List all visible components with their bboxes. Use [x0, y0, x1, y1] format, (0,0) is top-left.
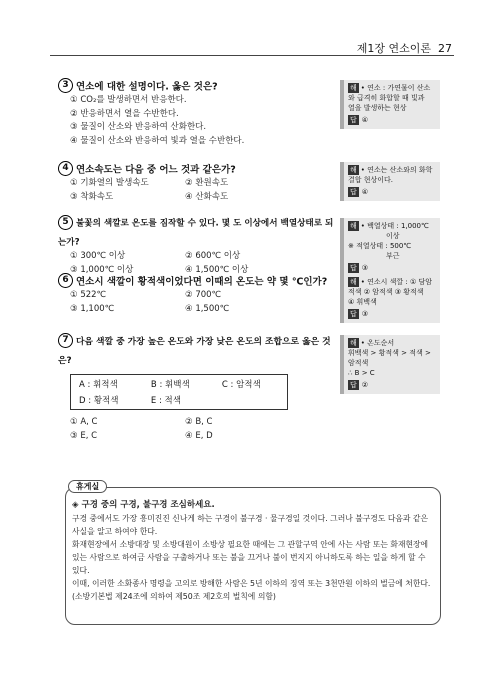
options-grid [70, 177, 328, 204]
answer-marker: 답 [350, 381, 357, 389]
explanation-marker: 해 [350, 339, 357, 347]
page-number: 27 [438, 42, 452, 55]
explanation-line: ④ 휘백색 [348, 298, 377, 306]
answer-marker: 답 [350, 188, 357, 196]
question-5 [58, 212, 338, 277]
answer-value: ② [361, 381, 369, 389]
options-grid [70, 416, 338, 443]
option: ③ E, C [70, 430, 98, 441]
rest-paragraph: 구경 중에서도 가장 흥미진진 신나게 하는 구경이 불구경 · 물구경일 것이다. 그러나 불구경도 다음과 같은 사실을 알고 하여야 한다. [72, 514, 428, 536]
question-text: 연소시 색깔이 황적색이었다면 이때의 온도는 약 몇 ℃인가? [76, 276, 328, 288]
option: ① A, C [70, 417, 98, 427]
answer-marker: 답 [350, 116, 357, 124]
chapter-title: 제1장 연소이론 [356, 42, 431, 55]
answer-value: ④ [361, 188, 369, 196]
answer-value: ④ [361, 116, 369, 124]
explanation-line: 열을 발생하는 현상 [348, 104, 407, 112]
answer-value: ③ [361, 264, 369, 272]
explanation-line: 부근 [386, 252, 400, 260]
rest-paragraph: 화재현장에서 소방대장 및 소방대원이 소방상 필요한 때에는 그 관할구역 안에 사는 사람 또는 화재현장에 있는 사람으로 하여금 사람을 구출하거나 또는 불을 끄거나 불이 번지지 아니하도록 하는 일을 하게 할 수 있다. [72, 540, 429, 575]
explanation-box-3 [340, 80, 440, 129]
option: ② B, C [185, 417, 213, 427]
answer [348, 263, 436, 273]
explanation-line: • 백열상태 : 1,000℃ [360, 222, 429, 230]
explanation-line: ※ 적열상태 : 500℃ [348, 242, 412, 250]
table-cell [216, 393, 285, 407]
option: ④ 산화속도 [185, 191, 229, 202]
explanation-box-5 [340, 218, 440, 277]
question-6 [58, 270, 338, 316]
question-text: 연소속도는 다음 중 어느 것과 같은가? [76, 164, 236, 176]
table-cell: C : 암적색 [221, 380, 261, 390]
option: ③ 착화속도 [70, 191, 114, 202]
option: ④ E, D [185, 430, 213, 441]
question-number: 4 [58, 161, 73, 176]
table-cell: B : 휘백색 [150, 380, 190, 390]
answer-marker: 답 [350, 264, 357, 272]
explanation-line: • 연소 : 가연물이 산소 [360, 84, 431, 92]
option: ③ 1,100℃ [70, 303, 115, 314]
explanation-marker: 해 [350, 222, 357, 230]
table-cell: D : 황적색 [79, 396, 119, 406]
option: ③ 물질이 산소와 반응하여 산화한다. [70, 122, 207, 132]
explanation-line: ∴ B > C [348, 369, 375, 377]
explanation-marker: 해 [350, 84, 357, 92]
answer-value: ③ [361, 310, 369, 318]
question-number: 5 [58, 215, 73, 230]
rest-box-body [72, 499, 434, 603]
question-text: 다음 색깔 중 가장 높은 온도와 가장 낮은 온도의 조합으로 옳은 것은? [58, 337, 331, 366]
question-text: 연소에 대한 설명이다. 옳은 것은? [76, 81, 218, 93]
option: ④ 1,500℃ [185, 303, 230, 314]
header-rule [50, 55, 454, 56]
question-4 [58, 158, 328, 204]
option: ① 522℃ [70, 290, 107, 300]
explanation-box-7 [340, 335, 440, 394]
explanation-line: 적색 ② 암적색 ③ 황적색 [348, 288, 424, 296]
option: ③ 1,000℃ 이상 [70, 264, 134, 275]
rest-box-tab: 휴게실 [68, 480, 107, 493]
explanation-box-4 [340, 162, 440, 201]
explanation-marker: 해 [350, 166, 357, 174]
explanation-line: • 연소는 산소와의 화학 [360, 166, 433, 174]
answer-marker: 답 [350, 310, 357, 318]
rest-paragraph: 이때, 이러한 소화종사 명령을 고의로 방해한 사람은 5년 이하의 징역 또는 3천만원 이하의 벌금에 처한다.(소방기본법 제24조에 의하여 제50조 제2호의 벌칙에 의함) [72, 579, 431, 601]
answer [348, 380, 436, 390]
option: ② 600℃ 이상 [185, 251, 241, 261]
option: ④ 물질이 산소와 반응하여 빛과 열을 수반한다. [70, 135, 245, 146]
answer [348, 115, 436, 125]
explanation-line: 휘백색 > 황적색 > 적색 > [348, 349, 431, 357]
color-table [70, 374, 288, 410]
answer [348, 309, 436, 319]
explanation-line: 와 급격히 화합할 때 빛과 [348, 94, 425, 102]
header-text [357, 40, 452, 56]
question-text: 불꽃의 색깔로 온도를 짐작할 수 있다. 몇 도 이상에서 백열상태로 되는가? [58, 218, 334, 248]
table-cell: E : 적색 [150, 396, 181, 406]
explanation-box-6 [340, 274, 440, 323]
question-number: 7 [58, 333, 73, 348]
answer [348, 187, 436, 197]
option: ② 반응하면서 열을 수반한다. [70, 108, 179, 119]
explanation-line: 암적색 [348, 359, 369, 367]
option: ② 환원속도 [185, 178, 229, 188]
option: ① 기화열의 발생속도 [70, 178, 149, 188]
explanation-marker: 해 [350, 278, 357, 286]
page-header [0, 0, 500, 72]
explanation-line: 이상 [386, 232, 400, 240]
option: ① 300℃ 이상 [70, 251, 126, 261]
explanation-line: • 연소시 색깔 : ① 담암 [360, 278, 432, 286]
question-3 [58, 75, 328, 148]
option: ④ 1,500℃ 이상 [185, 264, 249, 275]
option: ① CO₂를 발생하면서 반응한다. [70, 95, 187, 105]
option: ② 700℃ [185, 290, 222, 300]
question-number: 3 [58, 78, 73, 93]
question-7 [58, 330, 338, 443]
options-grid [70, 289, 338, 316]
table-cell: A : 휘적색 [79, 380, 118, 390]
rest-heading: ◈ 구경 중의 구경, 불구경 조심하세요. [72, 500, 215, 510]
question-number: 6 [58, 273, 73, 288]
explanation-line: • 온도순서 [360, 339, 395, 347]
explanation-line: 결합 현상이다. [348, 176, 394, 184]
